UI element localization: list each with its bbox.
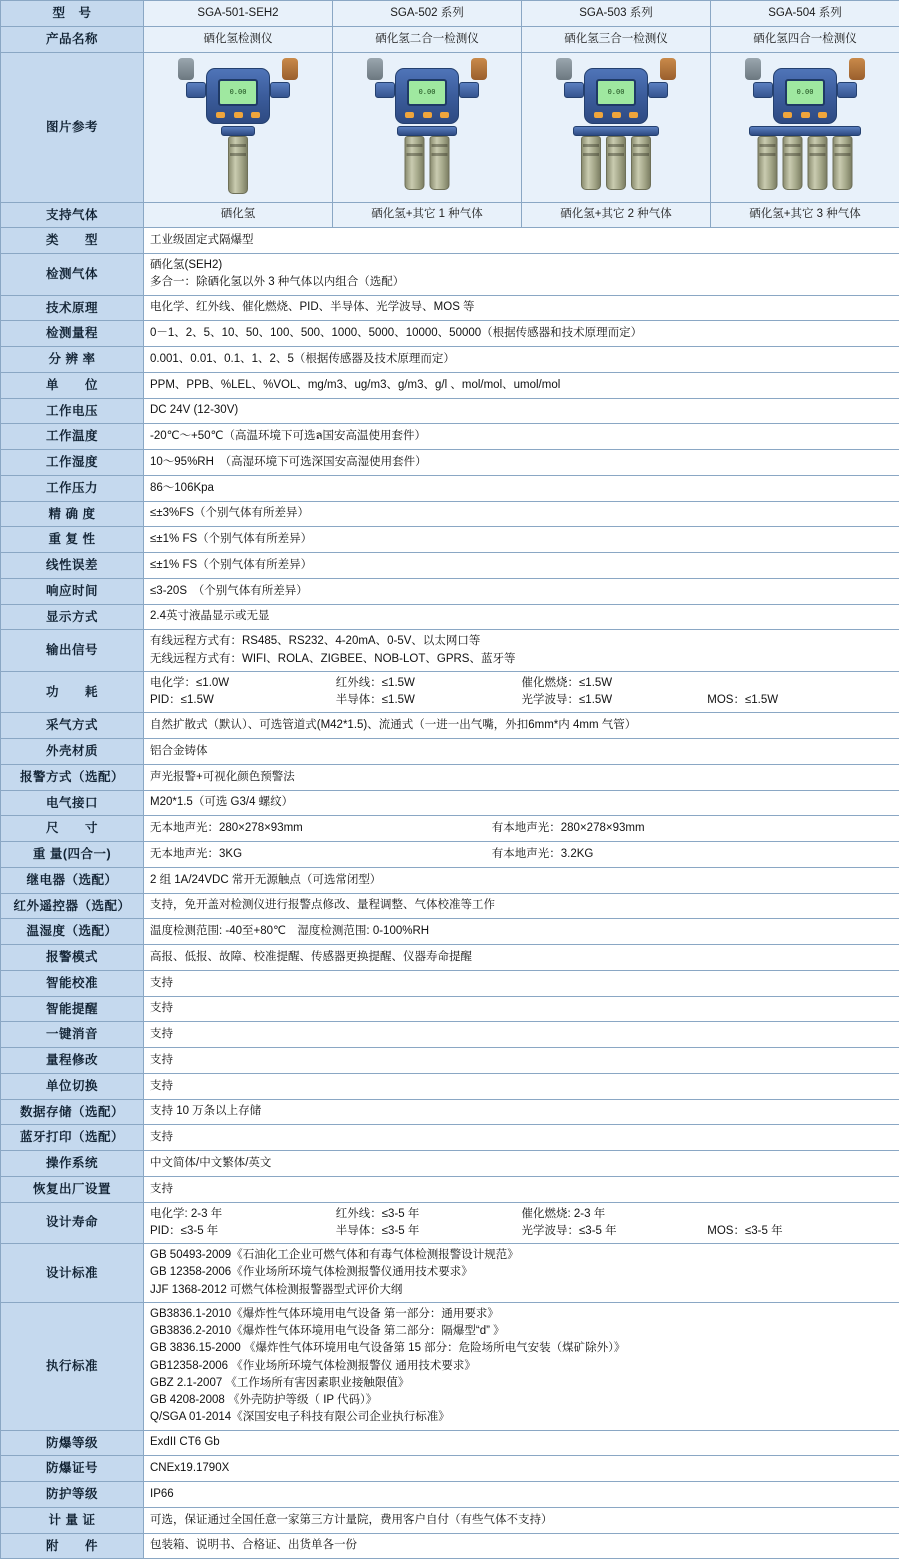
sensor-probe-group xyxy=(405,136,450,190)
support-gas-cell-3: 硒化氢+其它 2 种气体 xyxy=(522,202,711,228)
table-row xyxy=(1,450,899,476)
table-row xyxy=(1,347,899,373)
row-label: 操作系统 xyxy=(1,1151,144,1177)
row-value: 支持 xyxy=(144,1048,899,1074)
table-row xyxy=(1,867,899,893)
row-label: 单 位 xyxy=(1,372,144,398)
table-row-support-gas xyxy=(1,202,899,228)
row-value-col: 半导体：≤1.5W xyxy=(336,692,522,709)
sensor-probe xyxy=(783,136,803,190)
conduit-port-right-icon xyxy=(459,82,479,98)
mount-bracket-icon xyxy=(745,58,761,80)
button-row xyxy=(594,112,638,119)
detector-housing xyxy=(584,68,648,124)
row-label: 计 量 证 xyxy=(1,1507,144,1533)
row-value-col: 红外线：≤1.5W xyxy=(336,675,522,692)
row-value: 2.4英寸液晶显示或无显 xyxy=(144,604,899,630)
row-value-col xyxy=(707,1206,893,1223)
row-label: 恢复出厂设置 xyxy=(1,1176,144,1202)
row-label: 工作温度 xyxy=(1,424,144,450)
gas-detector-illustration-1 xyxy=(163,56,313,198)
row-value-col: 电化学：≤1.0W xyxy=(150,675,336,692)
table-row xyxy=(1,630,899,672)
row-label: 采气方式 xyxy=(1,713,144,739)
row-value xyxy=(144,254,899,296)
row-value-col: 有本地声光：3.2KG xyxy=(492,846,893,863)
row-value-col xyxy=(707,675,893,692)
row-value-line: 多合一：除硒化氢以外 3 种气体以内组合（选配） xyxy=(150,274,893,291)
row-label: 电气接口 xyxy=(1,790,144,816)
row-value-col: 电化学: 2-3 年 xyxy=(150,1206,336,1223)
table-row xyxy=(1,671,899,713)
manifold-bar xyxy=(749,126,861,136)
lcd-screen: 0.00 xyxy=(218,79,258,106)
row-value: 可选，保证通过全国任意一家第三方计量院，费用客户自付（有些气体不支持） xyxy=(144,1507,899,1533)
sensor-probe xyxy=(405,136,425,190)
gas-detector-illustration-2 xyxy=(352,56,502,198)
row-label-model: 型 号 xyxy=(1,1,144,27)
row-label: 设计标准 xyxy=(1,1244,144,1303)
conduit-port-right-icon xyxy=(648,82,668,98)
row-label: 技术原理 xyxy=(1,295,144,321)
table-row xyxy=(1,816,899,842)
alarm-horn-icon xyxy=(849,58,865,80)
product-name-cell-4: 硒化氢四合一检测仪 xyxy=(711,26,899,52)
row-label: 单位切换 xyxy=(1,1073,144,1099)
row-label: 一键消音 xyxy=(1,1022,144,1048)
row-value-line: GB 3836.15-2000 《爆炸性气体环境用电气设备第 15 部分：危险场所电气安装（煤矿除外）》 xyxy=(150,1340,893,1357)
product-name-cell-2: 硒化氢二合一检测仪 xyxy=(333,26,522,52)
row-label: 分 辨 率 xyxy=(1,347,144,373)
row-value-line: 有线远程方式有：RS485、RS232、4-20mA、0-5V、以太网口等 xyxy=(150,633,893,650)
row-value-col: PID：≤3-5 年 xyxy=(150,1223,336,1240)
device-image-3 xyxy=(522,52,711,202)
row-label: 设计寿命 xyxy=(1,1202,144,1244)
model-cell-4: SGA-504 系列 xyxy=(711,1,899,27)
row-label: 防爆等级 xyxy=(1,1430,144,1456)
row-value: 自然扩散式（默认）、可选管道式(M42*1.5)、流通式（一进一出气嘴，外扣6mm*内 4mm 气管） xyxy=(144,713,899,739)
table-row xyxy=(1,919,899,945)
product-name-cell-1: 硒化氢检测仪 xyxy=(144,26,333,52)
row-value-col: PID：≤1.5W xyxy=(150,692,336,709)
button-row xyxy=(405,112,449,119)
row-value: 铝合金铸体 xyxy=(144,739,899,765)
table-row xyxy=(1,553,899,579)
row-label: 防护等级 xyxy=(1,1482,144,1508)
row-label: 数据存储（选配） xyxy=(1,1099,144,1125)
row-label-support-gas: 支持气体 xyxy=(1,202,144,228)
detector-housing xyxy=(395,68,459,124)
row-label: 检测量程 xyxy=(1,321,144,347)
row-value: DC 24V (12-30V) xyxy=(144,398,899,424)
row-value: IP66 xyxy=(144,1482,899,1508)
row-value-col: MOS：≤1.5W xyxy=(707,692,893,709)
row-label-product-name: 产品名称 xyxy=(1,26,144,52)
table-row xyxy=(1,424,899,450)
row-value: 包装箱、说明书、合格证、出货单各一份 xyxy=(144,1533,899,1559)
table-row xyxy=(1,893,899,919)
table-row xyxy=(1,1073,899,1099)
row-label: 防爆证号 xyxy=(1,1456,144,1482)
row-value-line: GB3836.1-2010《爆炸性气体环境用电气设备 第一部分：通用要求》 xyxy=(150,1306,893,1323)
row-label: 线性误差 xyxy=(1,553,144,579)
mount-bracket-icon xyxy=(178,58,194,80)
row-value: ≤±1% FS（个别气体有所差异） xyxy=(144,553,899,579)
device-image-1 xyxy=(144,52,333,202)
row-value: 10～95%RH （高湿环境下可选深国安高湿使用套件） xyxy=(144,450,899,476)
table-row xyxy=(1,996,899,1022)
row-value-col: 光学波导：≤1.5W xyxy=(522,692,708,709)
row-label: 重 复 性 xyxy=(1,527,144,553)
row-value-line: GBZ 2.1-2007 《工作场所有害因素职业接触限值》 xyxy=(150,1375,893,1392)
row-value: 支持 xyxy=(144,970,899,996)
device-image-2 xyxy=(333,52,522,202)
row-value-line: GB3836.2-2010《爆炸性气体环境用电气设备 第二部分：隔爆型“d” 》 xyxy=(150,1323,893,1340)
conduit-port-left-icon xyxy=(186,82,206,98)
table-row xyxy=(1,1048,899,1074)
row-value: ExdII CT6 Gb xyxy=(144,1430,899,1456)
mount-bracket-icon xyxy=(367,58,383,80)
row-value: 86～106Kpa xyxy=(144,475,899,501)
table-row xyxy=(1,1482,899,1508)
row-value: 电化学、红外线、催化燃烧、PID、半导体、光学波导、MOS 等 xyxy=(144,295,899,321)
row-value: ≤3-20S （个别气体有所差异） xyxy=(144,578,899,604)
sensor-probe xyxy=(808,136,828,190)
table-row xyxy=(1,578,899,604)
product-name-cell-3: 硒化氢三合一检测仪 xyxy=(522,26,711,52)
row-value-col: MOS：≤3-5 年 xyxy=(707,1223,893,1240)
manifold-bar xyxy=(397,126,457,136)
table-row xyxy=(1,1456,899,1482)
table-row xyxy=(1,790,899,816)
row-label: 检测气体 xyxy=(1,254,144,296)
row-value-col: 催化燃烧: 2-3 年 xyxy=(522,1206,708,1223)
sensor-probe xyxy=(606,136,626,190)
sensor-probe-group xyxy=(228,136,248,194)
row-value: PPM、PPB、%LEL、%VOL、mg/m3、ug/m3、g/m3、g/l 、mol/mol、umol/mol xyxy=(144,372,899,398)
manifold-bar xyxy=(573,126,659,136)
row-value-line: Q/SGA 01-2014《深国安电子科技有限公司企业执行标准》 xyxy=(150,1409,893,1426)
model-cell-1: SGA-501-SEH2 xyxy=(144,1,333,27)
row-value-line: GB 12358-2006《作业场所环境气体检测报警仪通用技术要求》 xyxy=(150,1264,893,1281)
row-label: 类 型 xyxy=(1,228,144,254)
table-row xyxy=(1,1125,899,1151)
table-row xyxy=(1,1430,899,1456)
row-value-line: GB12358-2006 《作业场所环境气体检测报警仪 通用技术要求》 xyxy=(150,1358,893,1375)
row-value: 支持 xyxy=(144,1073,899,1099)
row-label: 响应时间 xyxy=(1,578,144,604)
row-value: 中文简体/中文繁体/英文 xyxy=(144,1151,899,1177)
row-value: ≤±3%FS（个别气体有所差异） xyxy=(144,501,899,527)
row-value-col: 催化燃烧：≤1.5W xyxy=(522,675,708,692)
table-row xyxy=(1,1176,899,1202)
table-row xyxy=(1,1151,899,1177)
row-value-col: 红外线：≤3-5 年 xyxy=(336,1206,522,1223)
conduit-port-right-icon xyxy=(270,82,290,98)
table-row xyxy=(1,1244,899,1303)
conduit-port-left-icon xyxy=(375,82,395,98)
model-cell-3: SGA-503 系列 xyxy=(522,1,711,27)
row-value-line: JJF 1368-2012 可燃气体检测报警器型式评价大纲 xyxy=(150,1282,893,1299)
row-value xyxy=(144,816,899,842)
alarm-horn-icon xyxy=(282,58,298,80)
row-value xyxy=(144,842,899,868)
row-value xyxy=(144,1202,899,1244)
row-value-col: 有本地声光：280×278×93mm xyxy=(492,820,893,837)
row-label: 红外遥控器（选配） xyxy=(1,893,144,919)
sensor-probe-group xyxy=(581,136,651,190)
conduit-port-left-icon xyxy=(564,82,584,98)
device-image-4 xyxy=(711,52,899,202)
detector-housing xyxy=(773,68,837,124)
table-row-product-name xyxy=(1,26,899,52)
row-value: 工业级固定式隔爆型 xyxy=(144,228,899,254)
table-row xyxy=(1,945,899,971)
row-value xyxy=(144,1244,899,1303)
row-label: 尺 寸 xyxy=(1,816,144,842)
row-value: ≤±1% FS（个别气体有所差异） xyxy=(144,527,899,553)
lcd-screen: 0.00 xyxy=(407,79,447,106)
table-row xyxy=(1,842,899,868)
sensor-probe xyxy=(581,136,601,190)
table-row xyxy=(1,1202,899,1244)
table-row xyxy=(1,739,899,765)
row-value-col: 无本地声光：280×278×93mm xyxy=(150,820,492,837)
row-label: 显示方式 xyxy=(1,604,144,630)
sensor-probe xyxy=(631,136,651,190)
row-value: 支持 xyxy=(144,1022,899,1048)
row-value-col: 半导体：≤3-5 年 xyxy=(336,1223,522,1240)
row-label: 工作压力 xyxy=(1,475,144,501)
table-row xyxy=(1,1099,899,1125)
row-label: 量程修改 xyxy=(1,1048,144,1074)
button-row xyxy=(216,112,260,119)
row-value: 高报、低报、故障、校准提醒、传感器更换提醒、仪器寿命提醒 xyxy=(144,945,899,971)
table-row xyxy=(1,398,899,424)
row-value xyxy=(144,630,899,672)
row-value-line: 无线远程方式有：WIFI、ROLA、ZIGBEE、NOB-LOT、GPRS、蓝牙等 xyxy=(150,651,893,668)
alarm-horn-icon xyxy=(471,58,487,80)
sensor-probe xyxy=(758,136,778,190)
row-value-line: GB 4208-2008 《外壳防护等级（ IP 代码）》 xyxy=(150,1392,893,1409)
table-row xyxy=(1,604,899,630)
support-gas-cell-4: 硒化氢+其它 3 种气体 xyxy=(711,202,899,228)
conduit-port-left-icon xyxy=(753,82,773,98)
row-value: 温度检测范围: -40至+80℃ 湿度检测范围: 0-100%RH xyxy=(144,919,899,945)
row-label: 工作电压 xyxy=(1,398,144,424)
row-value: M20*1.5（可选 G3/4 螺纹） xyxy=(144,790,899,816)
table-row-model xyxy=(1,1,899,27)
table-row xyxy=(1,764,899,790)
row-label: 执行标准 xyxy=(1,1302,144,1430)
row-value-line: 硒化氢(SEH2) xyxy=(150,257,893,274)
table-row xyxy=(1,295,899,321)
row-value: CNEx19.1790X xyxy=(144,1456,899,1482)
table-row xyxy=(1,1507,899,1533)
table-row xyxy=(1,228,899,254)
table-row xyxy=(1,501,899,527)
row-label: 报警模式 xyxy=(1,945,144,971)
row-label: 附 件 xyxy=(1,1533,144,1559)
row-value xyxy=(144,671,899,713)
conduit-port-right-icon xyxy=(837,82,857,98)
row-label: 智能提醒 xyxy=(1,996,144,1022)
gas-detector-illustration-3 xyxy=(541,56,691,198)
table-row xyxy=(1,372,899,398)
table-row xyxy=(1,321,899,347)
row-label: 智能校准 xyxy=(1,970,144,996)
table-row xyxy=(1,1533,899,1559)
row-label: 精 确 度 xyxy=(1,501,144,527)
sensor-probe xyxy=(833,136,853,190)
row-value: 支持 10 万条以上存储 xyxy=(144,1099,899,1125)
row-label: 继电器（选配） xyxy=(1,867,144,893)
lcd-screen: 0.00 xyxy=(785,79,825,106)
support-gas-cell-2: 硒化氢+其它 1 种气体 xyxy=(333,202,522,228)
row-label: 功 耗 xyxy=(1,671,144,713)
support-gas-cell-1: 硒化氢 xyxy=(144,202,333,228)
row-label: 蓝牙打印（选配） xyxy=(1,1125,144,1151)
row-label: 外壳材质 xyxy=(1,739,144,765)
button-row xyxy=(783,112,827,119)
sensor-probe-group xyxy=(758,136,853,190)
table-row xyxy=(1,254,899,296)
row-label: 温湿度（选配） xyxy=(1,919,144,945)
table-row xyxy=(1,1022,899,1048)
table-row xyxy=(1,475,899,501)
detector-housing xyxy=(206,68,270,124)
row-label-image-reference: 图片参考 xyxy=(1,52,144,202)
row-value: 声光报警+可视化颜色预警法 xyxy=(144,764,899,790)
row-value: 2 组 1A/24VDC 常开无源触点（可选常闭型） xyxy=(144,867,899,893)
mount-bracket-icon xyxy=(556,58,572,80)
manifold-bar xyxy=(221,126,255,136)
row-value-col: 无本地声光：3KG xyxy=(150,846,492,863)
row-value: -20℃～+50℃（高温环境下可选ล国安高温使用套件） xyxy=(144,424,899,450)
sensor-probe xyxy=(228,136,248,194)
row-label: 报警方式（选配） xyxy=(1,764,144,790)
row-value: 支持，免开盖对检测仪进行报警点修改、量程调整、气体校准等工作 xyxy=(144,893,899,919)
row-value-col: 光学波导：≤3-5 年 xyxy=(522,1223,708,1240)
table-row xyxy=(1,713,899,739)
alarm-horn-icon xyxy=(660,58,676,80)
lcd-screen: 0.00 xyxy=(596,79,636,106)
table-row xyxy=(1,970,899,996)
row-value: 支持 xyxy=(144,1176,899,1202)
row-value: 0－1、2、5、10、50、100、500、1000、5000、10000、50000（根据传感器和技术原理而定） xyxy=(144,321,899,347)
row-value: 0.001、0.01、0.1、1、2、5（根据传感器及技术原理而定） xyxy=(144,347,899,373)
row-label: 工作湿度 xyxy=(1,450,144,476)
row-label: 输出信号 xyxy=(1,630,144,672)
row-value: 支持 xyxy=(144,1125,899,1151)
row-value: 支持 xyxy=(144,996,899,1022)
gas-detector-illustration-4 xyxy=(730,56,880,198)
table-row xyxy=(1,527,899,553)
row-label: 重 量(四合一) xyxy=(1,842,144,868)
sensor-probe xyxy=(430,136,450,190)
table-row-image-reference xyxy=(1,52,899,202)
model-cell-2: SGA-502 系列 xyxy=(333,1,522,27)
row-value-line: GB 50493-2009《石油化工企业可燃气体和有毒气体检测报警设计规范》 xyxy=(150,1247,893,1264)
